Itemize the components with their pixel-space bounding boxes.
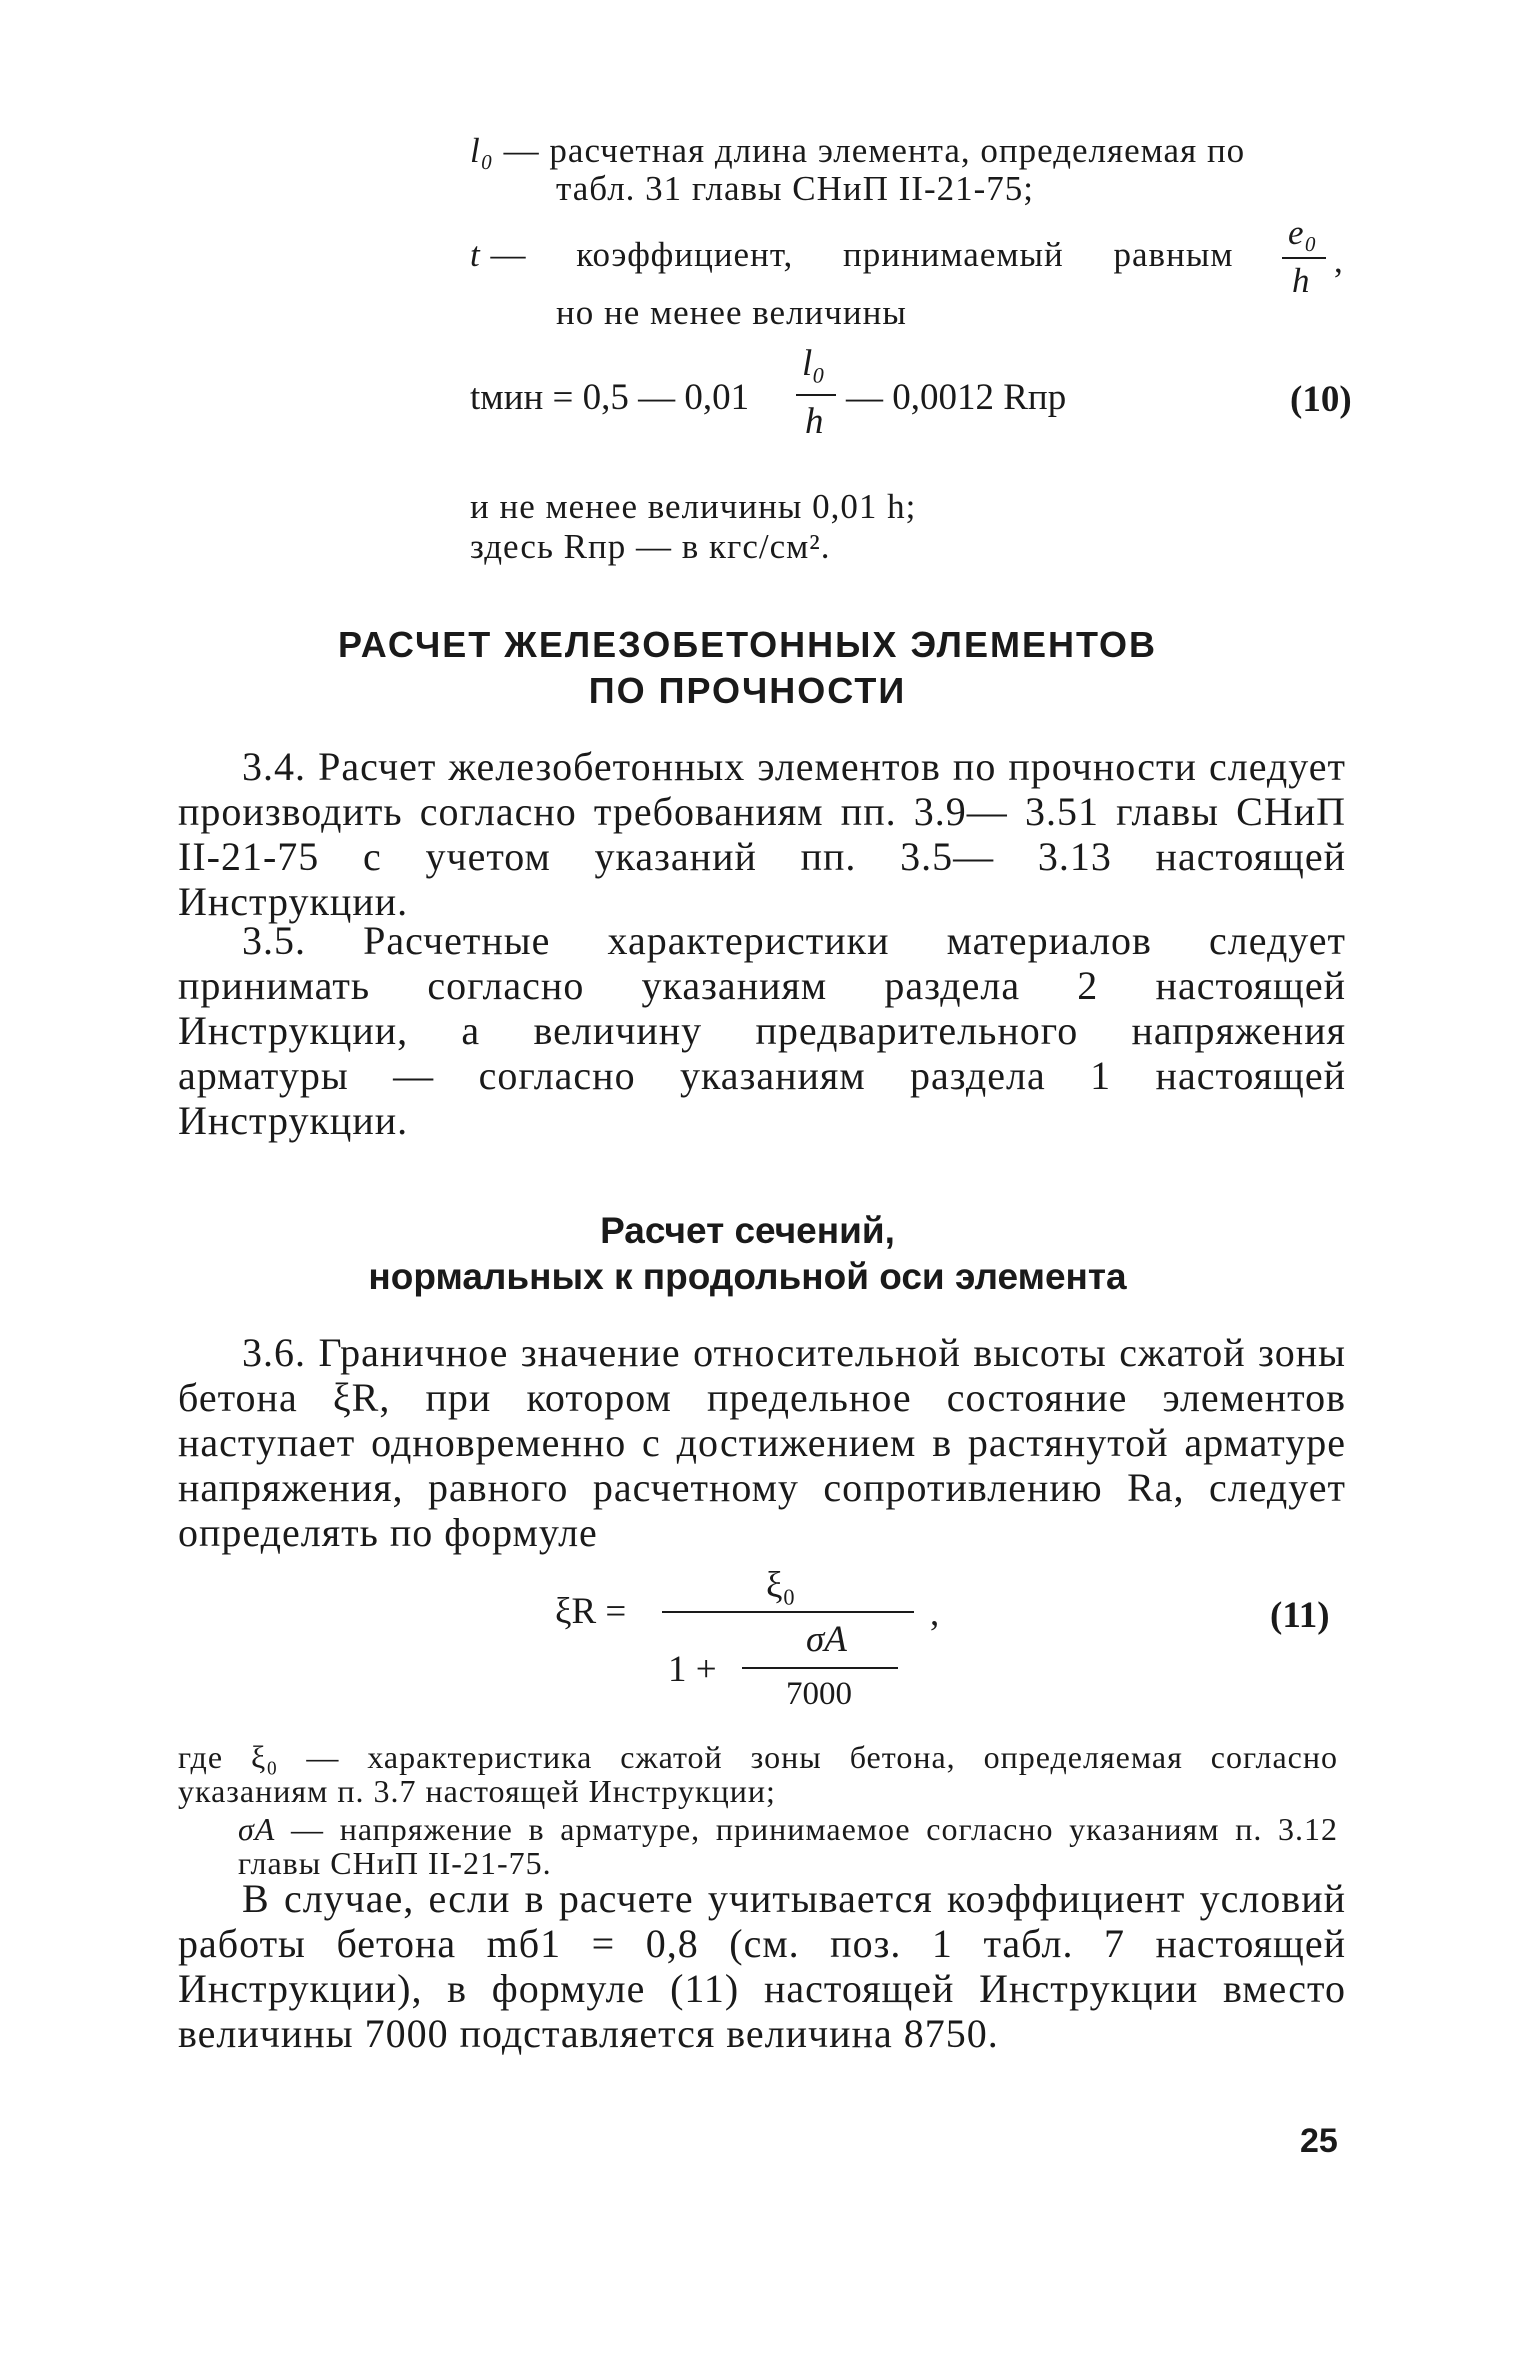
paragraph-3-4-text: 3.4. Расчет железобетонных элементов по прочности следует производить согласно требованиям пп. 3.9— 3.51 главы СНиП II-21-75 с учетом указаний пп. 3.5— 3.13 настоящей Инструкции.	[178, 744, 1346, 924]
eq10-number: (10)	[1290, 379, 1352, 420]
xi0-text: — характеристика сжатой зоны бетона, определяемая согласно указаниям п. 3.7 настоящей Инструкции;	[178, 1739, 1339, 1809]
xi0-lead: где ξ₀	[178, 1739, 279, 1775]
eq11-inner-line	[742, 1667, 898, 1669]
def-t	[470, 236, 1233, 274]
l0-text-cont: табл. 31 главы СНиП II-21-75;	[556, 169, 1035, 208]
eq11-lhs: ξR =	[555, 1591, 627, 1632]
eq11-inner-den: 7000	[786, 1676, 852, 1712]
def-xi0	[178, 1740, 1338, 1808]
after-eq10-line1: и не менее величины 0,01 h;	[470, 487, 917, 526]
def-sigma	[238, 1812, 1338, 1880]
t-frac-comma: ,	[1334, 241, 1344, 280]
paragraph-3-5	[178, 918, 1346, 1143]
eq11-number: (11)	[1270, 1595, 1330, 1636]
sigma-symbol: σA	[238, 1811, 276, 1847]
def-l0	[470, 132, 1245, 170]
l0-symbol: l₀	[470, 131, 494, 170]
subheading	[250, 1208, 1245, 1300]
subheading-line1: Расчет сечений,	[600, 1210, 895, 1251]
paragraph-3-6	[178, 1330, 1346, 1555]
eq11-comma: ,	[930, 1593, 940, 1634]
heading-main-line1: РАСЧЕТ ЖЕЛЕЗОБЕТОННЫХ ЭЛЕМЕНТОВ	[337, 624, 1158, 665]
subheading-line2: нормальных к продольной оси элемента	[368, 1256, 1127, 1297]
paragraph-3-6-text: 3.6. Граничное значение относительной высоты сжатой зоны бетона ξR, при котором предельное состояние элементов наступает одновременно с достижением в растянутой арматуре напряжения, равного расчетному сопротивлению Rа, следует определять по формуле	[178, 1330, 1346, 1555]
t-text-cont: но не менее величины	[556, 293, 907, 332]
eq11-den-prefix: 1 +	[668, 1649, 717, 1690]
after-eq10-line2: здесь Rпр — в кгс/см².	[470, 527, 831, 566]
t-frac-num: e₀	[1288, 213, 1318, 252]
t-frac-den: h	[1292, 261, 1311, 300]
eq11-num: ξ₀	[766, 1565, 796, 1606]
paragraph-final	[178, 1876, 1346, 2056]
eq10-frac-num: l₀	[802, 343, 826, 384]
def-l0-cont	[556, 170, 1034, 208]
t-text: — коэффициент, принимаемый равным	[490, 235, 1234, 274]
eq10-lhs: tмин = 0,5 — 0,01	[470, 377, 750, 418]
t-frac-line	[1282, 257, 1326, 259]
def-t-cont	[556, 294, 907, 332]
heading-main-line2: ПО ПРОЧНОСТИ	[588, 670, 907, 711]
eq11-inner-num: σA	[806, 1619, 847, 1660]
paragraph-3-4	[178, 744, 1346, 924]
page-number: 25	[1300, 2122, 1338, 2160]
paragraph-3-5-text: 3.5. Расчетные характеристики материалов следует принимать согласно указаниям раздела 2 настоящей Инструкции, а величину предварительного напряжения арматуры — согласно указаниям раздела 1 настоящей Инструкции.	[178, 918, 1346, 1143]
heading-main	[250, 622, 1245, 714]
eq10-frac-den: h	[805, 401, 824, 442]
eq10-rhs: — 0,0012 Rпр	[846, 377, 1067, 418]
t-symbol: t	[470, 235, 481, 274]
sigma-text: — напряжение в арматуре, принимаемое согласно указаниям п. 3.12 главы СНиП II-21-75.	[238, 1811, 1339, 1881]
paragraph-final-text: В случае, если в расчете учитывается коэффициент условий работы бетона mб1 = 0,8 (см. поз. 1 табл. 7 настоящей Инструкции), в формуле (11) настоящей Инструкции вместо величины 7000 подставляется величина 8750.	[178, 1876, 1346, 2056]
l0-text: — расчетная длина элемента, определяемая по	[503, 131, 1246, 170]
eq10-frac-line	[796, 394, 836, 396]
eq11-main-line	[662, 1611, 914, 1613]
